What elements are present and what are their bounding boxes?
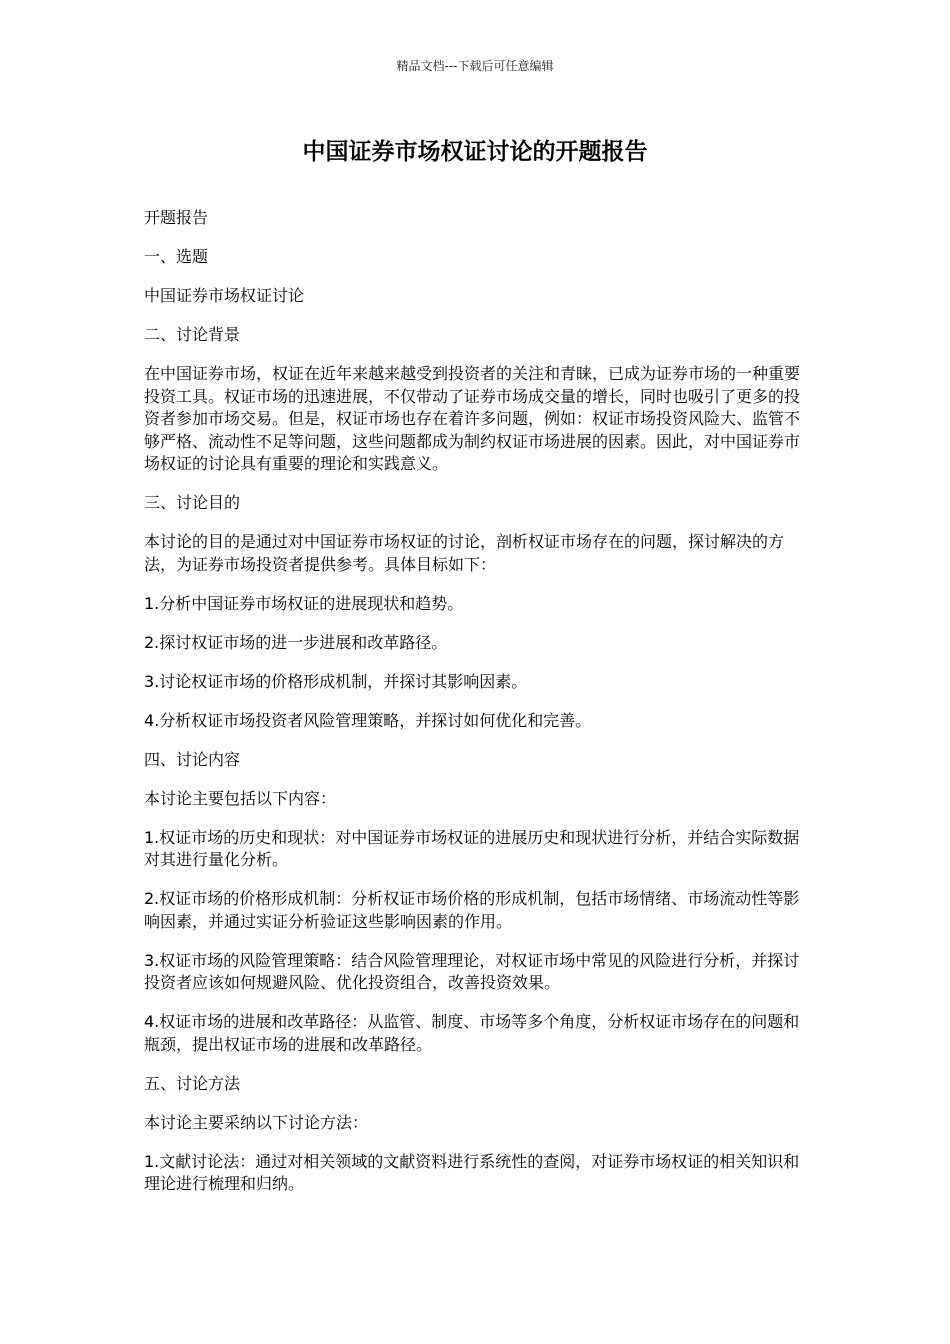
document-title: 中国证券市场权证讨论的开题报告 — [302, 139, 648, 165]
paragraph-background: 在中国证券市场，权证在近年来越来越受到投资者的关注和青睐，已成为证券市场的一种重要投资工具。权证市场的迅速进展，不仅带动了证券市场成交量的增长，同时也吸引了更多的投资者参加市场交易。但是，权证市场也存在着许多问题，例如：权证市场投资风险大、监管不够严格、流动性不足等问题，这些问题都成为制约权证市场进展的因素。因此，对中国证券市场权证的讨论具有重要的理论和实践意义。 — [144, 364, 801, 473]
list-item-content-1: 1.权证市场的历史和现状：对中国证券市场权证的进展历史和现状进行分析，并结合实际数据对其进行量化分析。 — [144, 827, 800, 869]
list-item-method-1: 1.文献讨论法：通过对相关领域的文献资料进行系统性的查阅，对证券市场权证的相关知识和理论进行梳理和归纳。 — [144, 1151, 800, 1193]
list-item-content-2: 2.权证市场的价格形成机制：分析权证市场价格的形成机制，包括市场情绪、市场流动性等影响因素，并通过实证分析验证这些影响因素的作用。 — [144, 889, 800, 931]
section-heading-purpose: 三、讨论目的 — [144, 493, 241, 512]
list-item-purpose-2: 2.探讨权证市场的进一步进展和改革路径。 — [144, 632, 448, 652]
list-item-purpose-3: 3.讨论权证市场的价格形成机制，并探讨其影响因素。 — [144, 671, 528, 691]
list-item-purpose-1: 1.分析中国证券市场权证的进展现状和趋势。 — [144, 593, 464, 613]
section-heading-content: 四、讨论内容 — [144, 749, 241, 769]
paragraph-content-intro: 本讨论主要包括以下内容： — [144, 788, 337, 808]
page-header-note: 精品文档---下载后可任意编辑 — [396, 59, 554, 73]
paragraph-methods-intro: 本讨论主要采纳以下讨论方法： — [144, 1112, 369, 1132]
list-item-content-4: 4.权证市场的进展和改革路径：从监管、制度、市场等多个角度，分析权证市场存在的问题和瓶颈，提出权证市场的进展和改革路径。 — [144, 1012, 800, 1054]
list-item-content-3: 3.权证市场的风险管理策略：结合风险管理理论，对权证市场中常见的风险进行分析，并探讨投资者应该如何规避风险、优化投资组合，改善投资效果。 — [144, 950, 800, 992]
document-body — [144, 207, 800, 1212]
paragraph-purpose: 本讨论的目的是通过对中国证券市场权证的讨论，剖析权证市场存在的问题，探讨解决的方法，为证券市场投资者提供参考。具体目标如下： — [144, 532, 785, 574]
section-heading-methods: 五、讨论方法 — [144, 1073, 241, 1093]
paragraph-topic: 中国证券市场权证讨论 — [144, 286, 305, 305]
section-heading-background: 二、讨论背景 — [144, 325, 241, 344]
list-item-purpose-4: 4.分析权证市场投资者风险管理策略，并探讨如何优化和完善。 — [144, 710, 592, 730]
section-heading-topic: 一、选题 — [144, 247, 209, 266]
paragraph-report-label: 开题报告 — [144, 208, 209, 227]
